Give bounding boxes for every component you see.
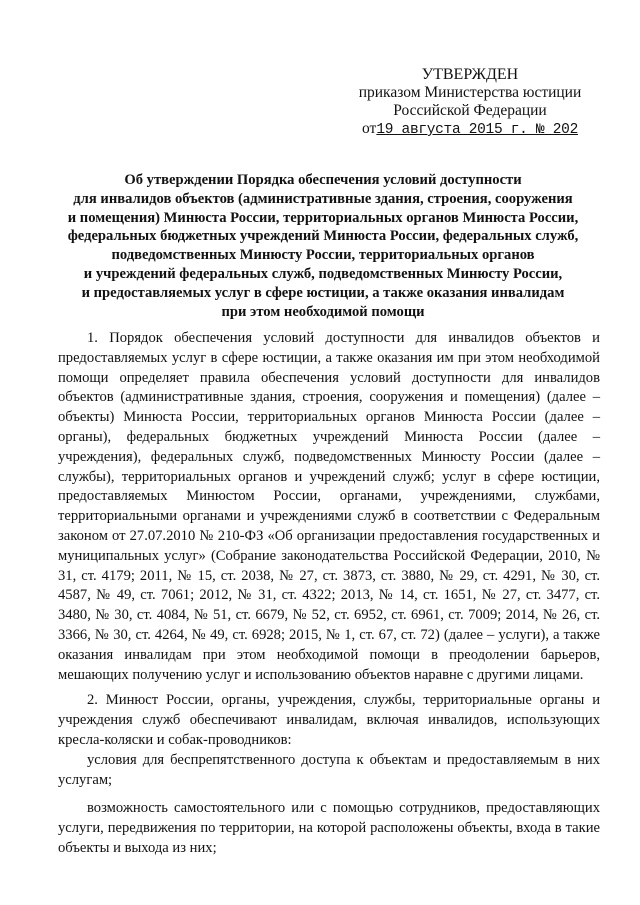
title-line: и учреждений федеральных служб, подведомственных Минюсту России, [83, 265, 563, 282]
approval-stamp: УТВЕРЖДЕН [421, 66, 519, 83]
title-line: подведомственных Минюсту России, территориальных органов [111, 247, 535, 264]
title-line: при этом необходимой помощи [221, 303, 425, 320]
title-line: для инвалидов объектов (административные здания, строения, сооружения [73, 190, 573, 207]
approval-block [350, 66, 590, 139]
approval-date: 19 августа 2015 г. № 202 [376, 122, 578, 138]
approval-line-1: приказом Министерства юстиции [358, 84, 582, 101]
document-body [58, 329, 600, 859]
document-title [58, 171, 588, 321]
list-item-movement: возможность самостоятельного или с помощью сотрудников, предоставляющих услуги, передвижения по территории, на которой расположены объекты, входа в такие объекты и выхода из них; [58, 800, 600, 856]
approval-date-line [350, 120, 590, 139]
paragraph-2: 2. Минюст России, органы, учреждения, службы, территориальные органы и учреждения служб обеспечивают инвалидам, включая инвалидов, использующих кресла-коляски и собак-проводников: [58, 692, 600, 748]
list-item-access: условия для беспрепятственного доступа к объектам и предоставляемым в них услугам; [58, 751, 600, 788]
title-line: Об утверждении Порядка обеспечения условий доступности [124, 172, 522, 188]
approval-date-prefix: от [362, 120, 377, 137]
title-line: и предоставляемых услуг в сфере юстиции, а также оказания инвалидам [81, 284, 565, 301]
approval-line-2: Российской Федерации [393, 102, 547, 119]
paragraph-1: 1. Порядок обеспечения условий доступности для инвалидов объектов и предоставляемых услуг в сфере юстиции, а также оказания им при этом необходимой помощи определяет правила обеспечения условий доступности для инвалидов объектов (административные здания, строения, сооружения и помещения) (далее – объекты) Минюста России, территориальных органов Минюста России (далее – органы), федеральных бюджетных учреждений Минюста России (далее – учреждения), федеральных служб, подведомственных Минюсту России (далее – службы), территориальных органов и учреждений служб; услуг в сфере юстиции, предоставляемых Минюстом России, органами, учреждениями, службами, территориальными органами и учреждениями служб в соответствии с Федеральным законом от 27.07.2010 № 210-ФЗ «Об организации предоставления государственных и муниципальных услуг» (Собрание законодательства Российской Федерации, 2010, № 31, ст. 4179; 2011, № 15, ст. 2038, № 27, ст. 3873, ст. 3880, № 29, ст. 4291, № 30, ст. 4587, № 49, ст. 7061; 2012, № 31, ст. 4322; 2013, № 14, ст. 1651, № 27, ст. 3477, ст. 3480, № 30, ст. 4084, № 51, ст. 6679, № 52, ст. 6952, ст. 6961, ст. 7009; 2014, № 26, ст. 3366, № 30, ст. 4264, № 49, ст. 6928; 2015, № 1, ст. 67, ст. 72) (далее – услуги), а также оказания инвалидам при этом необходимой помощи в преодолении барьеров, мешающих получению услуг и использованию объектов наравне с другими лицами. [58, 330, 600, 683]
title-line: и помещения) Минюста России, территориальных органов Минюста России, [67, 209, 579, 226]
title-line: федеральных бюджетных учреждений Минюста России, федеральных служб, [67, 228, 579, 245]
